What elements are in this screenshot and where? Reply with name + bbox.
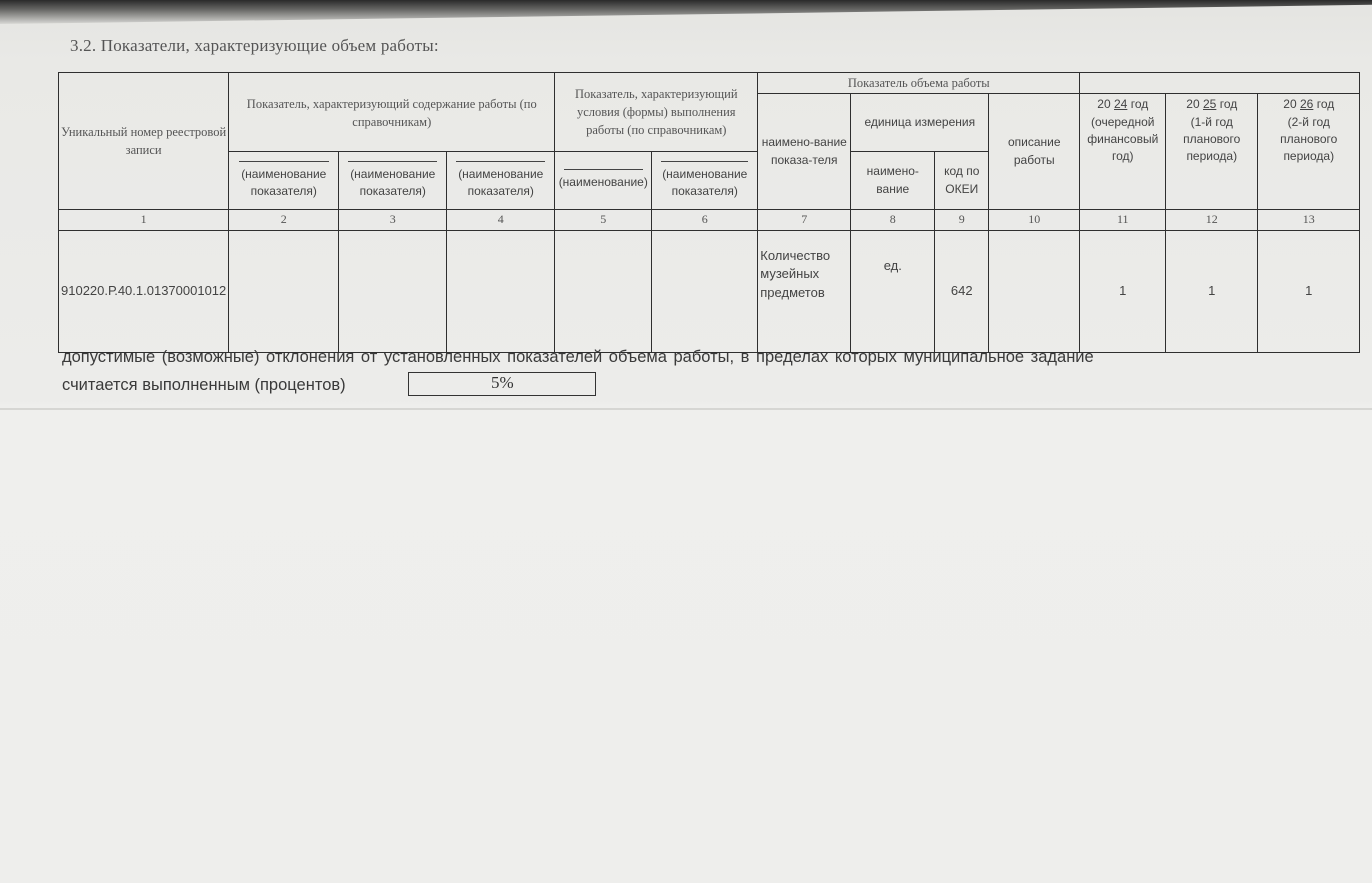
cell-unit-name: ед. bbox=[851, 230, 935, 352]
col-number-10: 10 bbox=[989, 210, 1080, 230]
work-volume-table bbox=[58, 72, 1360, 353]
cell-empty-4 bbox=[447, 230, 555, 352]
cell-value-year-3: 1 bbox=[1258, 230, 1360, 352]
year-3-prefix: 20 bbox=[1283, 97, 1297, 112]
year-2-prefix: 20 bbox=[1186, 97, 1200, 112]
cell-okei-code: 642 bbox=[935, 230, 989, 352]
header-unit: единица измерения bbox=[851, 94, 989, 152]
table-row bbox=[59, 230, 1360, 352]
col-number-5: 5 bbox=[555, 210, 652, 230]
header-indicator-name: наимено-вание показа-теля bbox=[758, 94, 851, 210]
year-3-caption: (2-й год планового периода) bbox=[1280, 114, 1338, 164]
col-number-2: 2 bbox=[229, 210, 339, 230]
cell-empty-3 bbox=[339, 230, 447, 352]
col-number-12: 12 bbox=[1166, 210, 1258, 230]
header-conditions-indicator: Показатель, характеризующий условия (формы) выполнения работы (по справочникам) bbox=[555, 73, 758, 152]
paper-fold bbox=[0, 408, 1372, 410]
col-number-9: 9 bbox=[935, 210, 989, 230]
header-unique-number: Уникальный номер реестровой записи bbox=[59, 73, 229, 210]
year-1-suffix: год bbox=[1130, 97, 1149, 112]
section-heading: 3.2. Показатели, характеризующие объем работы: bbox=[70, 36, 439, 55]
col-number-7: 7 bbox=[758, 210, 851, 230]
header-work-description: описание работы bbox=[989, 94, 1080, 210]
cell-empty-2 bbox=[229, 230, 339, 352]
sub-indicator-4: (наименование) bbox=[555, 152, 652, 210]
col-number-3: 3 bbox=[339, 210, 447, 230]
cell-value-year-2: 1 bbox=[1166, 230, 1258, 352]
cell-work-description bbox=[989, 230, 1080, 352]
cell-empty-5 bbox=[555, 230, 652, 352]
year-1-prefix: 20 bbox=[1097, 97, 1111, 112]
deviation-text-line-1: допустимые (возможные) отклонения от установленных показателей объема работы, в пределах которых муниципальное задание bbox=[62, 348, 1094, 366]
page-shadow bbox=[0, 0, 1372, 24]
col-number-8: 8 bbox=[851, 210, 935, 230]
sub-indicator-5: (наименование показателя) bbox=[652, 152, 758, 210]
sub-indicator-2: (наименование показателя) bbox=[339, 152, 447, 210]
year-2-value: 25 bbox=[1203, 97, 1217, 112]
header-year-1 bbox=[1080, 94, 1166, 210]
sub-indicator-3: (наименование показателя) bbox=[447, 152, 555, 210]
header-year-2 bbox=[1166, 94, 1258, 210]
year-2-caption: (1-й год планового периода) bbox=[1183, 114, 1241, 164]
cell-registry-number: 910220.Р.40.1.01370001012 bbox=[59, 230, 229, 352]
header-okei-code: код по ОКЕИ bbox=[935, 152, 989, 210]
sub-indicator-1: (наименование показателя) bbox=[229, 152, 339, 210]
header-volume-indicator: Показатель объема работы bbox=[758, 73, 1080, 94]
deviation-percent-value: 5% bbox=[491, 373, 514, 392]
header-unit-name: наимено-вание bbox=[851, 152, 935, 210]
col-number-4: 4 bbox=[447, 210, 555, 230]
deviation-text-line-2: считается выполненным (процентов) bbox=[62, 376, 346, 394]
year-3-value: 26 bbox=[1300, 97, 1314, 112]
col-number-11: 11 bbox=[1080, 210, 1166, 230]
year-3-suffix: год bbox=[1316, 97, 1335, 112]
year-1-value: 24 bbox=[1114, 97, 1128, 112]
year-2-suffix: год bbox=[1219, 97, 1238, 112]
col-number-1: 1 bbox=[59, 210, 229, 230]
header-year-3 bbox=[1258, 94, 1360, 210]
cell-indicator-name: Количество музейных предметов bbox=[758, 230, 851, 352]
deviation-percent-box bbox=[408, 372, 596, 396]
header-blank-cell bbox=[1080, 73, 1360, 94]
header-content-indicator: Показатель, характеризующий содержание работы (по справочникам) bbox=[229, 73, 555, 152]
col-number-6: 6 bbox=[652, 210, 758, 230]
cell-empty-6 bbox=[652, 230, 758, 352]
cell-value-year-1: 1 bbox=[1080, 230, 1166, 352]
year-1-caption: (очередной финансовый год) bbox=[1087, 114, 1159, 164]
col-number-13: 13 bbox=[1258, 210, 1360, 230]
